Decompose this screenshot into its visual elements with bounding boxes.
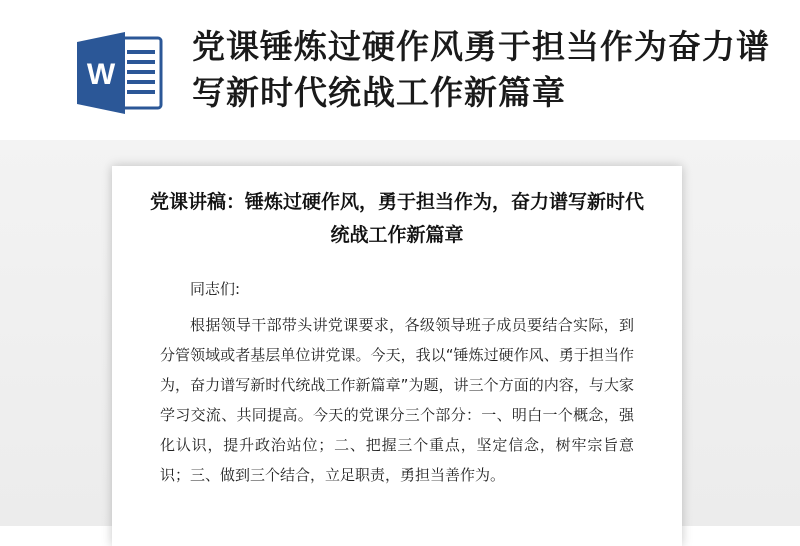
greeting: 同志们:	[190, 280, 241, 298]
banner-title: 党课锤炼过硬作风勇于担当作为奋力谱写新时代统战工作新篇章	[192, 27, 770, 112]
document-body	[160, 274, 634, 490]
banner	[0, 0, 800, 140]
document-page	[112, 166, 682, 546]
document-title: 党课讲稿：锤炼过硬作风，勇于担当作为，奋力谱写新时代统战工作新篇章	[149, 191, 644, 246]
paragraph: 根据领导干部带头讲党课要求，各级领导班子成员要结合实际，到分管领域或者基层单位讲党课。今天，我以“锤炼过硬作风、勇于担当作为，奋力谱写新时代统战工作新篇章”为题，讲三个方面的内容，与大家学习交流、共同提高。今天的党课分三个部分：一、明白一个概念，强化认识，提升政治站位；二、把握三个重点，坚定信念，树牢宗旨意识；三、做到三个结合，立足职责，勇担当善作为。	[160, 316, 634, 484]
word-doc-icon	[77, 32, 163, 114]
word-icon-letter: W	[86, 58, 116, 91]
